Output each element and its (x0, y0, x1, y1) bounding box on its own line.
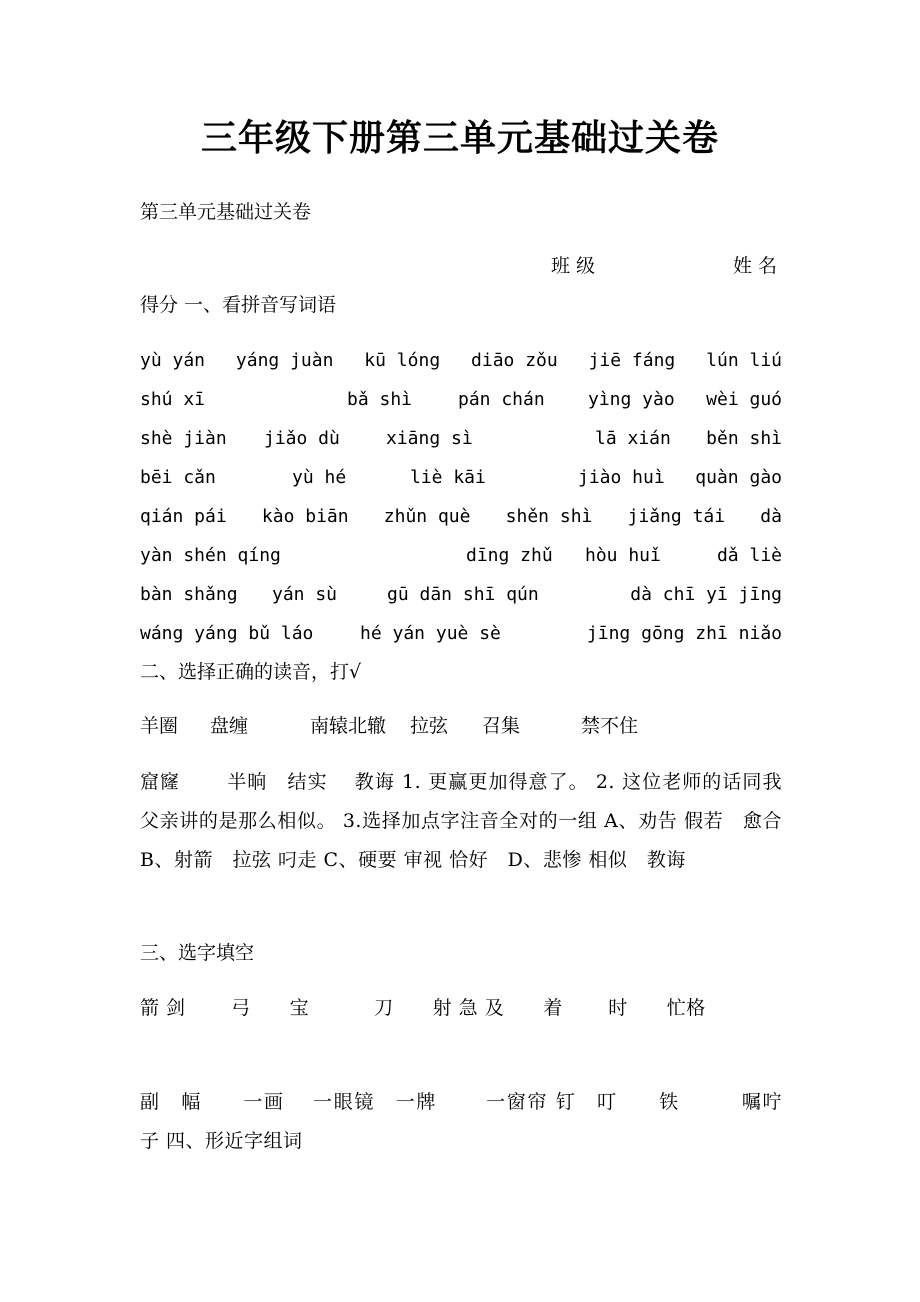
section-3-paragraph-2: 副 幅 一画 一眼镜 一牌 一窗帘 钉 叮 铁 嘱咛 子 四、形近字组词 (140, 1091, 841, 1152)
pinyin-item: jiǎo dù (264, 428, 340, 449)
pinyin-item: xiāng sì (386, 428, 473, 449)
pinyin-item: bēi cǎn (140, 467, 216, 488)
pinyin-item: yàn shén qíng (140, 545, 281, 566)
pinyin-item: wáng yáng bǔ láo (140, 623, 314, 644)
pinyin-item: yán sù (272, 584, 338, 605)
pinyin-item: bàn shǎng (140, 584, 238, 605)
pinyin-item: lā xián (595, 428, 671, 449)
pinyin-item: dǎ liè (716, 545, 782, 566)
pinyin-item: quàn gào (695, 467, 782, 488)
pinyin-item: jiē fáng (588, 350, 676, 371)
pinyin-item: kào biān (261, 506, 349, 527)
pinyin-item: lún liú (706, 350, 782, 371)
pinyin-item: jiǎng tái (627, 506, 726, 527)
pinyin-item: zhǔn què (383, 506, 471, 527)
pinyin-item: shú xī (140, 389, 206, 410)
pinyin-item: běn shì (706, 428, 782, 449)
pinyin-item: dà (760, 506, 782, 527)
pinyin-item: bǎ shì (347, 389, 413, 410)
pinyin-item: hòu huǐ (585, 545, 661, 566)
pinyin-item: shěn shì (505, 506, 593, 527)
pinyin-item: gū dān shī qún (387, 584, 539, 605)
reading-word: 禁不住 (581, 715, 639, 737)
section-1-heading: 得分 一、看拼音写词语 (140, 294, 337, 316)
reading-word: 羊圈 (140, 715, 179, 737)
section-2-paragraph: 窟窿 半晌 结实 教诲 1. 更赢更加得意了。 2. 这位老师的话同我父亲讲的是那么相似。 3.选择加点字注音全对的一组 A、劝告 假若 愈合 B、射箭 拉弦 叼走 C、硬要 审视 恰好 D、悲惨 相似 教诲 (140, 771, 782, 871)
pinyin-item: wèi guó (706, 389, 782, 410)
name-label: 姓 名 (733, 255, 778, 277)
pinyin-item: diāo zǒu (471, 350, 558, 371)
pinyin-item: yù hé (292, 467, 347, 488)
pinyin-item: dīng zhǔ (466, 545, 553, 566)
reading-word: 盘缠 (210, 715, 249, 737)
pinyin-item: yáng juàn (235, 350, 334, 371)
section-3-heading: 三、选字填空 (140, 942, 255, 964)
pinyin-item: yù yán (140, 350, 206, 371)
pinyin-item: liè kāi (410, 467, 486, 488)
reading-word: 拉弦 (410, 715, 449, 737)
pinyin-item: dà chī yī jīng (630, 584, 782, 605)
pinyin-item: jīng gōng zhī niǎo (586, 623, 782, 644)
subtitle: 第三单元基础过关卷 (140, 201, 312, 223)
pinyin-item: kū lóng (364, 350, 441, 371)
reading-word: 召集 (482, 715, 521, 737)
class-label: 班 级 (551, 255, 596, 277)
reading-word: 南辕北辙 (310, 715, 387, 737)
pinyin-item: shè jiàn (140, 428, 227, 449)
pinyin-item: pán chán (458, 389, 545, 410)
page-title: 三年级下册第三单元基础过关卷 (200, 118, 719, 159)
section-3-paragraph-1: 箭 剑 弓 宝 刀 射 急 及 着 时 忙格 (140, 997, 706, 1019)
pinyin-row (140, 341, 782, 380)
section-2-heading: 二、选择正确的读音，打√ (140, 661, 362, 683)
pinyin-item: hé yán yuè sè (360, 623, 501, 644)
pinyin-row (140, 497, 782, 536)
pinyin-item: jiào huì (578, 467, 665, 488)
pinyin-item: yìng yào (588, 389, 675, 410)
pinyin-item: qián pái (140, 506, 227, 527)
